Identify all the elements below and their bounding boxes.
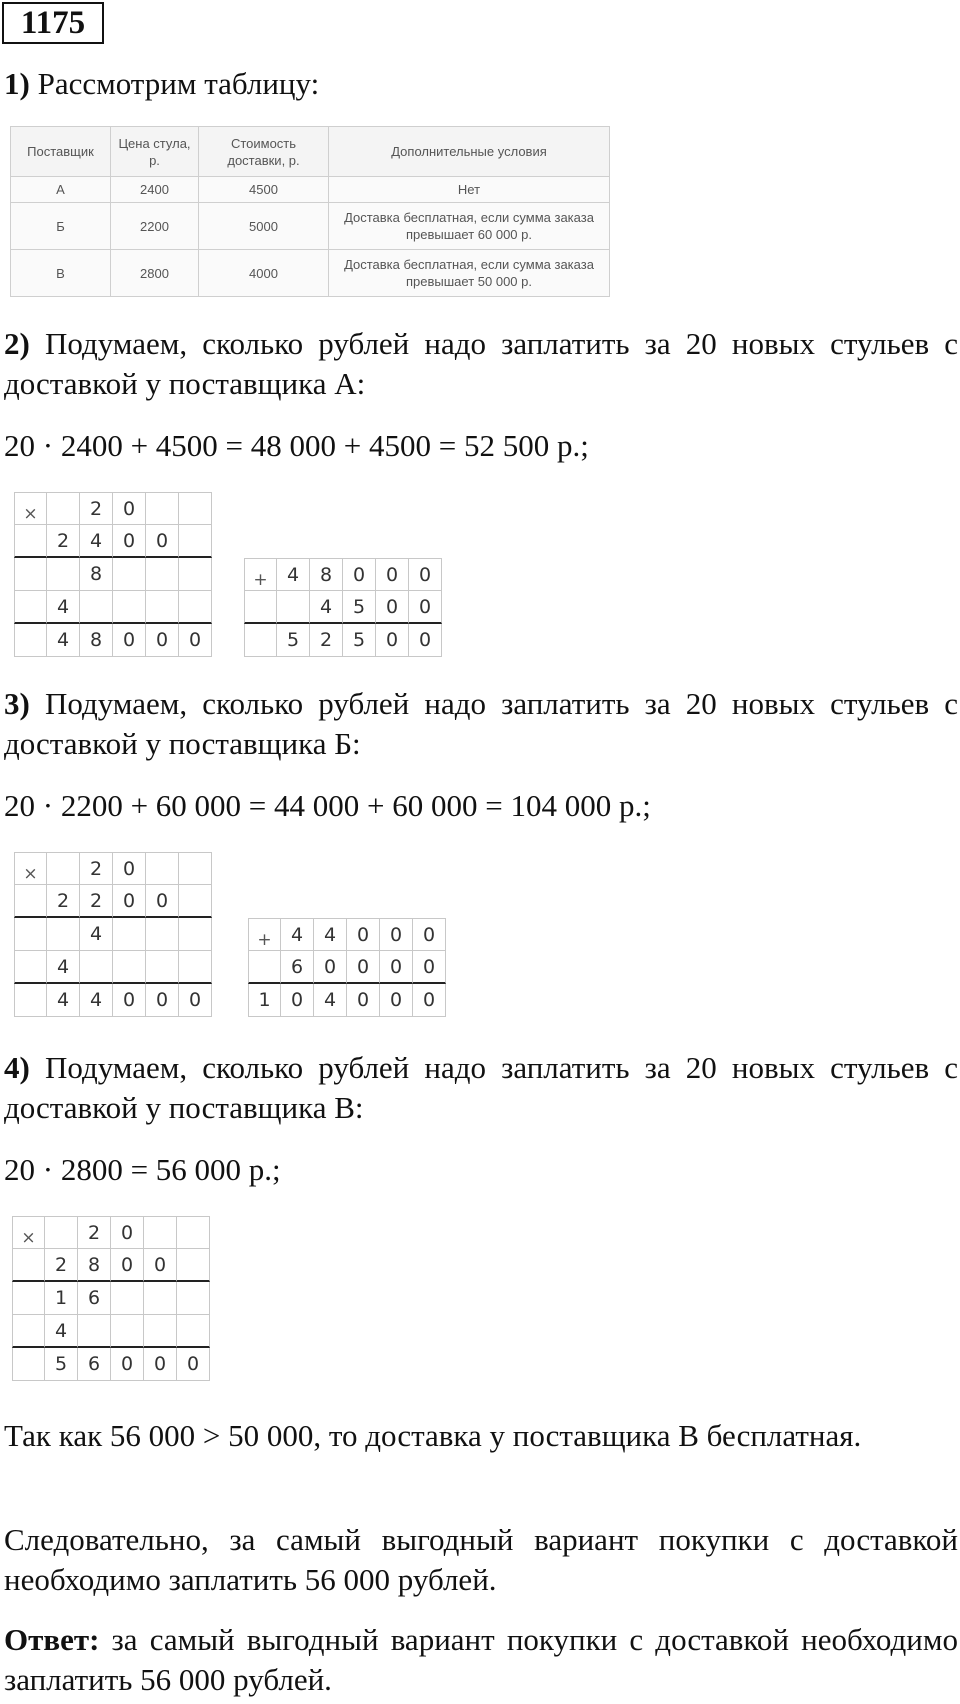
digit-cell <box>47 918 80 951</box>
digit-cell <box>111 1315 144 1348</box>
digit-cell <box>146 591 179 624</box>
table-cell: В <box>11 250 111 297</box>
digit-cell: 4 <box>80 525 113 558</box>
step1-text: Рассмотрим таблицу: <box>37 66 320 101</box>
digit-cell <box>146 558 179 591</box>
digit-cell <box>244 624 277 657</box>
digit-cell <box>80 591 113 624</box>
table-cell: 2400 <box>111 177 199 203</box>
digit-cell: 0 <box>113 492 146 525</box>
answer-text: за самый выгодный вариант покупки с доставкой необходимо заплатить 56 000 рублей. <box>4 1622 958 1697</box>
table-row <box>11 250 610 297</box>
digit-cell: 0 <box>343 558 376 591</box>
step4-label: 4) <box>4 1050 30 1085</box>
digit-cell: 0 <box>413 918 446 951</box>
digit-cell <box>111 1282 144 1315</box>
digit-cell <box>14 591 47 624</box>
digit-cell: 8 <box>80 624 113 657</box>
digit-cell: 8 <box>78 1249 111 1282</box>
digit-cell: 1 <box>248 984 281 1017</box>
digit-cell <box>179 492 212 525</box>
digit-cell <box>146 852 179 885</box>
digit-cell: 0 <box>376 558 409 591</box>
step2-label: 2) <box>4 326 30 361</box>
digit-cell: 0 <box>409 591 442 624</box>
digit-cell: 2 <box>45 1249 78 1282</box>
digit-cell <box>248 951 281 984</box>
operation-sign: + <box>244 558 277 591</box>
table-cell: 4000 <box>199 250 329 297</box>
digit-cell: 0 <box>347 951 380 984</box>
step4-paragraph <box>4 1048 958 1128</box>
digit-cell: 2 <box>80 852 113 885</box>
digit-cell <box>12 1282 45 1315</box>
digit-cell <box>80 951 113 984</box>
table-header: Дополнительные условия <box>329 127 610 177</box>
digit-cell: 0 <box>347 984 380 1017</box>
digit-cell: 0 <box>314 951 347 984</box>
operation-sign: × <box>12 1216 45 1249</box>
digit-cell <box>113 558 146 591</box>
digit-cell: 4 <box>281 918 314 951</box>
table-cell: 5000 <box>199 203 329 250</box>
step1-paragraph <box>4 64 958 104</box>
step4-text: Подумаем, сколько рублей надо заплатить за 20 новых стульев с доставкой у поставщика В: <box>4 1050 959 1125</box>
digit-cell: 0 <box>281 984 314 1017</box>
digit-cell <box>277 591 310 624</box>
digit-cell: 4 <box>47 984 80 1017</box>
digit-cell: 4 <box>47 951 80 984</box>
step4-multiplication-grid <box>12 1216 210 1381</box>
table-header: Стоимость доставки, р. <box>199 127 329 177</box>
digit-cell: 0 <box>409 624 442 657</box>
digit-cell <box>179 885 212 918</box>
table-row <box>11 203 610 250</box>
digit-cell <box>14 984 47 1017</box>
digit-cell: 0 <box>376 624 409 657</box>
digit-cell: 6 <box>78 1348 111 1381</box>
digit-cell <box>45 1216 78 1249</box>
step3-label: 3) <box>4 686 30 721</box>
digit-cell <box>179 591 212 624</box>
digit-cell: 0 <box>376 591 409 624</box>
digit-cell: 4 <box>80 918 113 951</box>
digit-cell <box>78 1315 111 1348</box>
digit-cell <box>113 918 146 951</box>
suppliers-table <box>10 126 610 297</box>
digit-cell <box>146 492 179 525</box>
digit-cell: 8 <box>310 558 343 591</box>
digit-cell: 0 <box>111 1249 144 1282</box>
digit-cell <box>144 1315 177 1348</box>
step3-text: Подумаем, сколько рублей надо заплатить за 20 новых стульев с доставкой у поставщика Б: <box>4 686 959 761</box>
digit-cell: 2 <box>47 885 80 918</box>
table-row <box>11 177 610 203</box>
digit-cell: 0 <box>380 951 413 984</box>
conclusion-paragraph-2: Следовательно, за самый выгодный вариант покупки с доставкой необходимо заплатить 56 000 рублей. <box>4 1522 958 1597</box>
digit-cell: 0 <box>413 951 446 984</box>
operation-sign: × <box>14 492 47 525</box>
digit-cell: 0 <box>144 1348 177 1381</box>
digit-cell: 4 <box>277 558 310 591</box>
digit-cell: 2 <box>78 1216 111 1249</box>
digit-cell <box>14 885 47 918</box>
digit-cell: 0 <box>113 852 146 885</box>
digit-cell <box>179 852 212 885</box>
digit-cell: 0 <box>409 558 442 591</box>
digit-cell: 0 <box>113 984 146 1017</box>
table-cell: Нет <box>329 177 610 203</box>
digit-cell: 0 <box>144 1249 177 1282</box>
digit-cell: 5 <box>343 624 376 657</box>
table-header: Поставщик <box>11 127 111 177</box>
table-header: Цена стула, р. <box>111 127 199 177</box>
table-header-row <box>11 127 610 177</box>
digit-cell: 0 <box>111 1348 144 1381</box>
step4-formula: 20 · 2800 = 56 000 р.; <box>4 1152 281 1187</box>
table-cell: 2200 <box>111 203 199 250</box>
digit-cell: 0 <box>146 885 179 918</box>
digit-cell: 0 <box>413 984 446 1017</box>
digit-cell <box>47 558 80 591</box>
step3-paragraph <box>4 684 958 764</box>
digit-cell <box>144 1216 177 1249</box>
digit-cell <box>177 1315 210 1348</box>
step3-multiplication-grid <box>14 852 212 1017</box>
digit-cell: 2 <box>80 492 113 525</box>
digit-cell <box>177 1282 210 1315</box>
digit-cell <box>12 1315 45 1348</box>
step1-label: 1) <box>4 66 30 101</box>
table-cell: 2800 <box>111 250 199 297</box>
digit-cell <box>179 525 212 558</box>
digit-cell: 0 <box>111 1216 144 1249</box>
digit-cell: 0 <box>380 984 413 1017</box>
digit-cell <box>47 492 80 525</box>
digit-cell: 0 <box>347 918 380 951</box>
digit-cell <box>113 951 146 984</box>
digit-cell: 4 <box>314 918 347 951</box>
digit-cell <box>177 1216 210 1249</box>
table-cell: 4500 <box>199 177 329 203</box>
answer-label: Ответ: <box>4 1622 100 1657</box>
digit-cell: 4 <box>80 984 113 1017</box>
digit-cell <box>14 525 47 558</box>
digit-cell <box>47 852 80 885</box>
digit-cell: 0 <box>113 624 146 657</box>
table-cell: Б <box>11 203 111 250</box>
step2-text: Подумаем, сколько рублей надо заплатить за 20 новых стульев с доставкой у поставщика А: <box>4 326 959 401</box>
digit-cell <box>14 918 47 951</box>
digit-cell: 2 <box>80 885 113 918</box>
digit-cell: 8 <box>80 558 113 591</box>
digit-cell: 4 <box>310 591 343 624</box>
digit-cell: 0 <box>146 624 179 657</box>
digit-cell: 4 <box>314 984 347 1017</box>
digit-cell: 5 <box>343 591 376 624</box>
answer-paragraph <box>4 1620 958 1700</box>
digit-cell <box>179 918 212 951</box>
digit-cell: 6 <box>78 1282 111 1315</box>
digit-cell: 0 <box>380 918 413 951</box>
digit-cell <box>14 624 47 657</box>
digit-cell <box>177 1249 210 1282</box>
digit-cell <box>244 591 277 624</box>
digit-cell: 0 <box>146 525 179 558</box>
digit-cell: 4 <box>47 624 80 657</box>
digit-cell: 0 <box>146 984 179 1017</box>
step2-multiplication-grid <box>14 492 212 657</box>
step2-formula: 20 · 2400 + 4500 = 48 000 + 4500 = 52 500 р.; <box>4 428 589 463</box>
digit-cell <box>179 951 212 984</box>
digit-cell: 0 <box>113 525 146 558</box>
operation-sign: × <box>14 852 47 885</box>
table-cell: Доставка бесплатная, если сумма заказа превышает 50 000 р. <box>329 250 610 297</box>
digit-cell <box>14 951 47 984</box>
digit-cell <box>12 1348 45 1381</box>
digit-cell: 6 <box>281 951 314 984</box>
digit-cell <box>113 591 146 624</box>
digit-cell: 5 <box>277 624 310 657</box>
digit-cell: 2 <box>47 525 80 558</box>
operation-sign: + <box>248 918 281 951</box>
conclusion-paragraph-1: Так как 56 000 > 50 000, то доставка у поставщика В бесплатная. <box>4 1418 862 1453</box>
digit-cell: 4 <box>45 1315 78 1348</box>
digit-cell <box>14 558 47 591</box>
digit-cell <box>146 951 179 984</box>
digit-cell: 5 <box>45 1348 78 1381</box>
step2-addition-grid <box>244 558 442 657</box>
digit-cell: 0 <box>177 1348 210 1381</box>
digit-cell <box>144 1282 177 1315</box>
table-cell: А <box>11 177 111 203</box>
step3-addition-grid <box>248 918 446 1017</box>
step3-formula: 20 · 2200 + 60 000 = 44 000 + 60 000 = 104 000 р.; <box>4 788 651 823</box>
digit-cell: 0 <box>179 624 212 657</box>
digit-cell <box>179 558 212 591</box>
problem-number: 1175 <box>2 2 104 44</box>
digit-cell: 1 <box>45 1282 78 1315</box>
digit-cell: 0 <box>113 885 146 918</box>
table-cell: Доставка бесплатная, если сумма заказа превышает 60 000 р. <box>329 203 610 250</box>
step2-paragraph <box>4 324 958 404</box>
digit-cell <box>12 1249 45 1282</box>
digit-cell: 4 <box>47 591 80 624</box>
digit-cell: 0 <box>179 984 212 1017</box>
digit-cell: 2 <box>310 624 343 657</box>
digit-cell <box>146 918 179 951</box>
